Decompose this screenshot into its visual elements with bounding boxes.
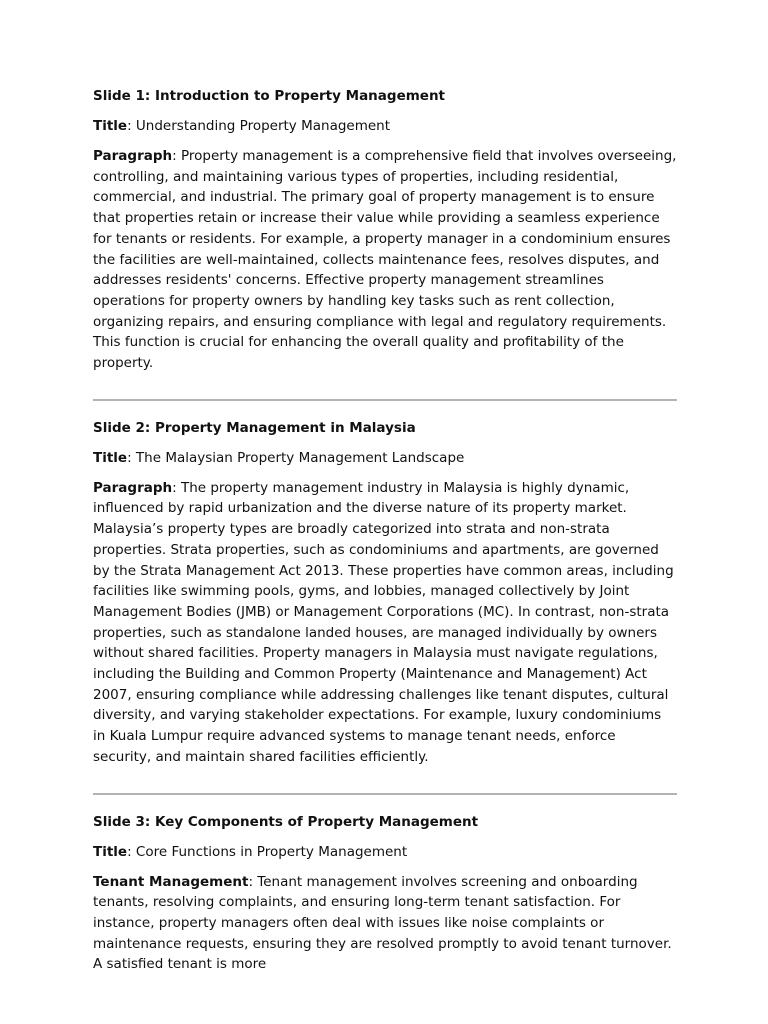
slide-2-paragraph-text: : The property management industry in Malaysia is highly dynamic, influenced by rapid urbanization and the diverse nature of its property market. Malaysia’s property types are broadly categorized into strata and non-strata properties. Strata properties, such as condominiums and apartments, are governed by the Strata Management Act 2013. These properties have common areas, including facilities like swimming pools, gyms, and lobbies, managed collectively by Joint Management Bodies (JMB) or Management Corporations (MC). In contrast, non-strata properties, such as standalone landed houses, are managed individually by owners without shared facilities. Property managers in Malaysia must navigate regulations, including the Building and Common Property (Maintenance and Management) Act 2007, ensuring compliance while addressing challenges like tenant disputes, cultural diversity, and varying stakeholder expectations. For example, luxury condominiums in Kuala Lumpur require advanced systems to manage tenant needs, enforce security, and maintain shared facilities efficiently. <box>93 479 674 765</box>
slide-3-title-text: : Core Functions in Property Management <box>127 843 408 860</box>
slide-3-section <box>93 812 677 976</box>
section-divider <box>93 399 677 401</box>
slide-3-title-line <box>93 842 677 862</box>
slide-1-paragraph-text: : Property management is a comprehensive field that involves overseeing, controlling, and maintaining various types of properties, including residential, commercial, and industrial. The primary goal of property management is to ensure that properties retain or increase their value while providing a seamless experience for tenants or residents. For example, a property manager in a condominium ensures the facilities are well-maintained, collects maintenance fees, resolves disputes, and addresses residents' concerns. Effective property management streamlines operations for property owners by handling key tasks such as rent collection, organizing repairs, and ensuring compliance with legal and regulatory requirements. This function is crucial for enhancing the overall quality and profitability of the property. <box>93 148 677 372</box>
slide-3-title-label: Title <box>93 843 128 860</box>
slide-1-title-line <box>93 116 677 136</box>
slide-3-heading: Slide 3: Key Components of Property Management <box>93 813 479 830</box>
section-divider <box>93 793 677 795</box>
slide-2-title-label: Title <box>93 449 128 466</box>
slide-2-paragraph-label: Paragraph <box>93 479 173 496</box>
slide-1-paragraph-label: Paragraph <box>93 148 173 164</box>
slide-2-heading: Slide 2: Property Management in Malaysia <box>93 419 416 436</box>
slide-1-section <box>93 86 677 374</box>
slide-2-paragraph <box>93 478 677 768</box>
slide-3-paragraph <box>93 872 677 976</box>
slide-2-title-text: : The Malaysian Property Management Landscape <box>127 449 465 466</box>
slide-1-title-text: : Understanding Property Management <box>127 118 391 134</box>
slide-3-paragraph-text: : Tenant management involves screening and onboarding tenants, resolving complaints, and ensuring long-term tenant satisfaction. For instance, property managers often deal with issues like noise complaints or maintenance requests, ensuring they are resolved promptly to avoid tenant turnover. A satisfied tenant is more <box>93 873 672 973</box>
slide-2-title-line <box>93 448 677 468</box>
document-page <box>93 86 677 975</box>
slide-1-paragraph <box>93 146 677 374</box>
slide-1-title-label: Title <box>93 118 128 134</box>
slide-1-heading: Slide 1: Introduction to Property Management <box>93 88 446 104</box>
slide-3-paragraph-label: Tenant Management <box>93 873 249 890</box>
slide-2-section <box>93 418 677 768</box>
